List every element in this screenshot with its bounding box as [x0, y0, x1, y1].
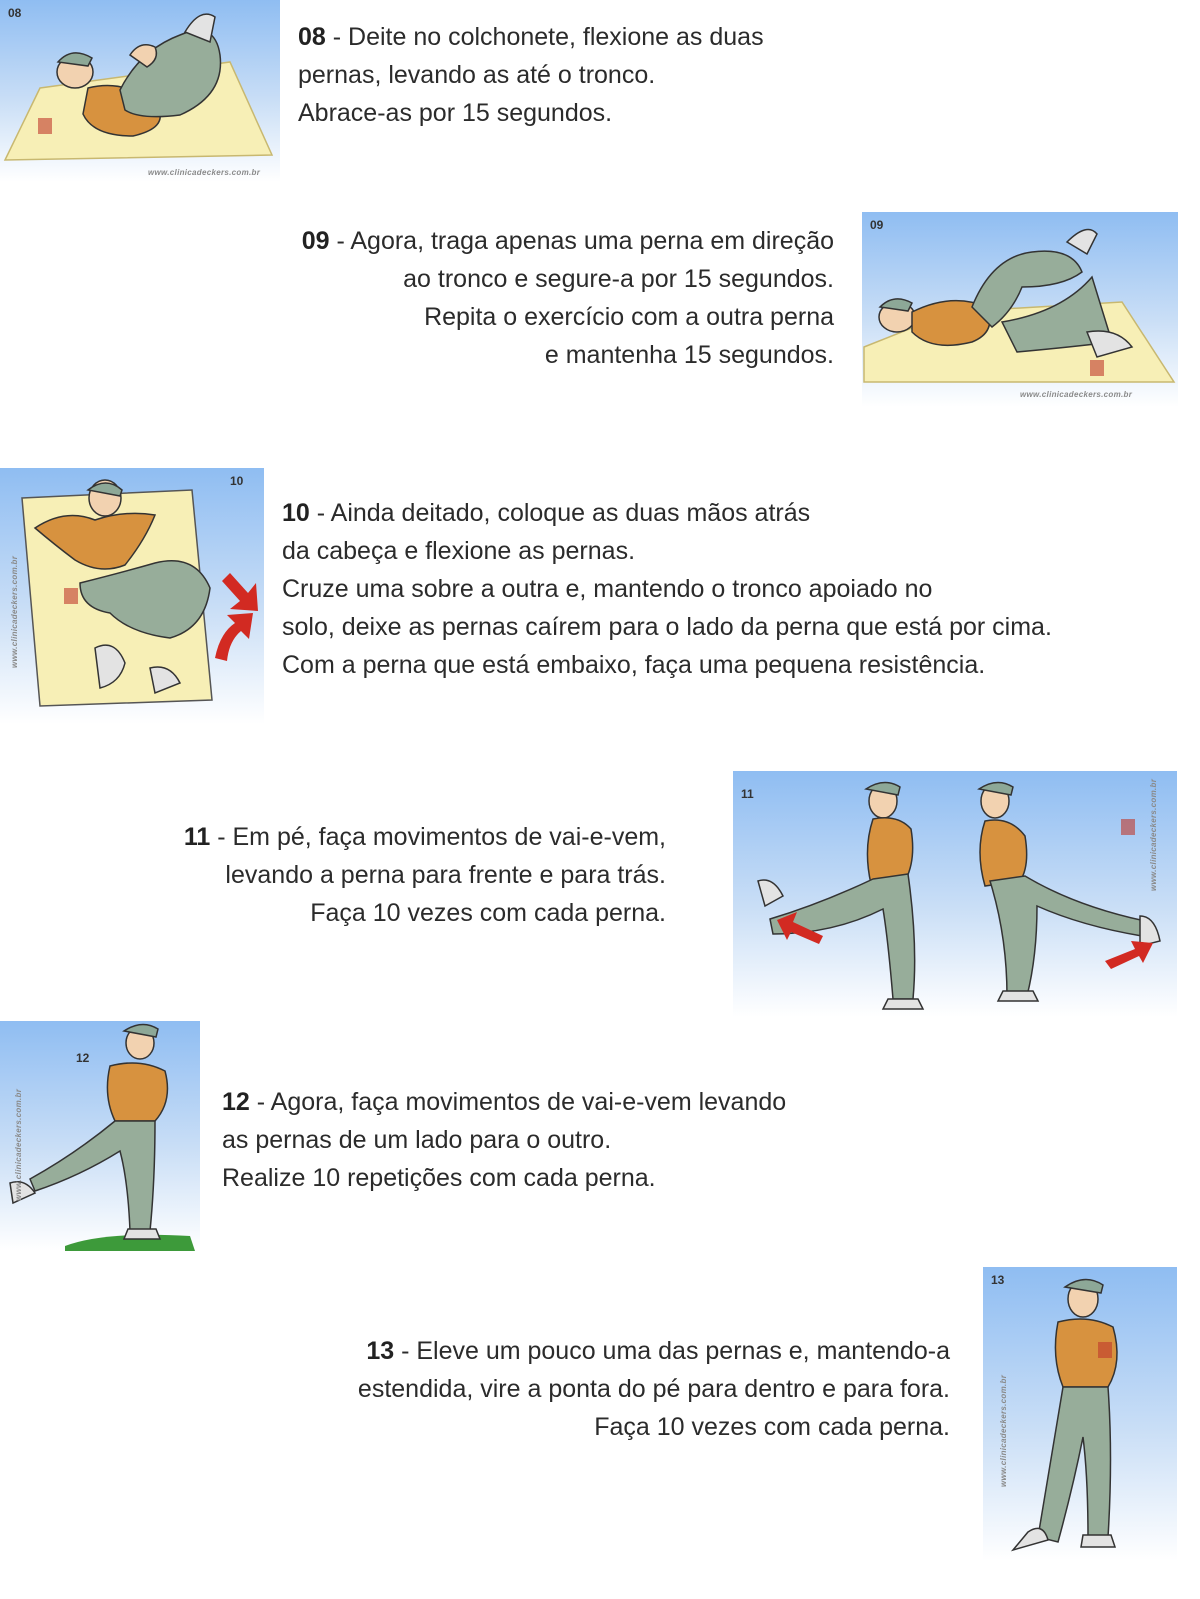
- exercise-10-line-2: da cabeça e flexione as pernas.: [282, 537, 636, 565]
- exercise-11-number: 11: [183, 823, 211, 851]
- exercise-09-text: [302, 222, 834, 374]
- lying-crossed-legs-figure: [0, 468, 264, 724]
- exercise-10-line-3: Cruze uma sobre a outra e, mantendo o tronco apoiado no: [282, 575, 933, 603]
- exercise-11-text: [184, 818, 666, 932]
- standing-foot-rotation-figure: [983, 1267, 1177, 1561]
- exercise-09-image-number: 09: [870, 218, 884, 232]
- exercise-12-line-3: Realize 10 repetições com cada perna.: [222, 1164, 656, 1192]
- lying-knees-to-chest-figure: [0, 0, 280, 182]
- watermark: www.clinicadeckers.com.br: [10, 555, 19, 668]
- exercise-11-image-number: 11: [741, 787, 754, 801]
- exercise-13-line-3: Faça 10 vezes com cada perna.: [594, 1413, 950, 1441]
- exercise-09-line-1: 09 - Agora, traga apenas uma perna em direção: [301, 227, 834, 255]
- exercise-12-line-1: 12 - Agora, faça movimentos de vai-e-vem levando: [222, 1088, 787, 1116]
- exercise-13-line-2: estendida, vire a ponta do pé para dentro e para fora.: [357, 1375, 950, 1403]
- exercise-09-line-3: Repita o exercício com a outra perna: [424, 303, 834, 331]
- exercise-13-image-number: 13: [991, 1273, 1005, 1287]
- exercise-13-text: [358, 1332, 950, 1446]
- exercise-10-illustration: [0, 468, 264, 724]
- standing-side-swing-figure: [0, 1021, 200, 1251]
- exercise-10-number: 10: [282, 499, 310, 527]
- exercise-12-line-2: as pernas de um lado para o outro.: [222, 1126, 612, 1154]
- exercise-08-line-2: pernas, levando as até o tronco.: [298, 61, 656, 89]
- watermark: www.clinicadeckers.com.br: [148, 168, 261, 177]
- exercise-11-line-3: Faça 10 vezes com cada perna.: [310, 899, 666, 927]
- exercise-08-image-number: 08: [8, 6, 22, 20]
- exercise-13-number: 13: [366, 1337, 395, 1365]
- exercise-09-line-2: ao tronco e segure-a por 15 segundos.: [403, 265, 834, 293]
- exercise-13-illustration: [983, 1267, 1177, 1561]
- exercise-11-illustration-a: [733, 771, 955, 1017]
- lying-single-knee-figure: [862, 212, 1178, 407]
- exercise-09-illustration: [862, 212, 1178, 407]
- exercise-10-text: [282, 494, 1052, 684]
- exercise-09-number: 09: [301, 227, 330, 255]
- exercise-11-illustration-b: [955, 771, 1177, 1017]
- exercise-08-illustration: [0, 0, 280, 182]
- watermark: www.clinicadeckers.com.br: [1149, 778, 1158, 891]
- exercise-08-line-1: 08 - Deite no colchonete, flexione as duas: [298, 23, 764, 51]
- exercise-10-line-5: Com a perna que está embaixo, faça uma pequena resistência.: [282, 651, 986, 679]
- exercise-09-line-4: e mantenha 15 segundos.: [544, 341, 834, 369]
- exercise-11-line-2: levando a perna para frente e para trás.: [225, 861, 666, 889]
- watermark: www.clinicadeckers.com.br: [1020, 390, 1133, 399]
- exercise-10-image-number: 10: [230, 474, 244, 488]
- exercise-08-number: 08: [298, 23, 326, 51]
- exercise-12-image-number: 12: [76, 1051, 90, 1065]
- exercise-08-text: [298, 18, 764, 132]
- exercise-13-line-1: 13 - Eleve um pouco uma das pernas e, mantendo-a: [366, 1337, 950, 1365]
- exercise-12-text: [222, 1083, 786, 1197]
- watermark: www.clinicadeckers.com.br: [14, 1088, 23, 1201]
- exercise-10-line-1: 10 - Ainda deitado, coloque as duas mãos atrás: [282, 499, 811, 527]
- exercise-08-line-3: Abrace-as por 15 segundos.: [298, 99, 613, 127]
- exercise-12-illustration: [0, 1021, 200, 1251]
- exercise-11-line-1: 11 - Em pé, faça movimentos de vai-e-vem,: [183, 823, 666, 851]
- watermark: www.clinicadeckers.com.br: [999, 1374, 1008, 1487]
- exercise-12-number: 12: [222, 1088, 250, 1116]
- exercise-10-line-4: solo, deixe as pernas caírem para o lado da perna que está por cima.: [282, 613, 1052, 641]
- standing-kick-forward-figure: [733, 771, 955, 1017]
- standing-kick-backward-figure: [955, 771, 1177, 1017]
